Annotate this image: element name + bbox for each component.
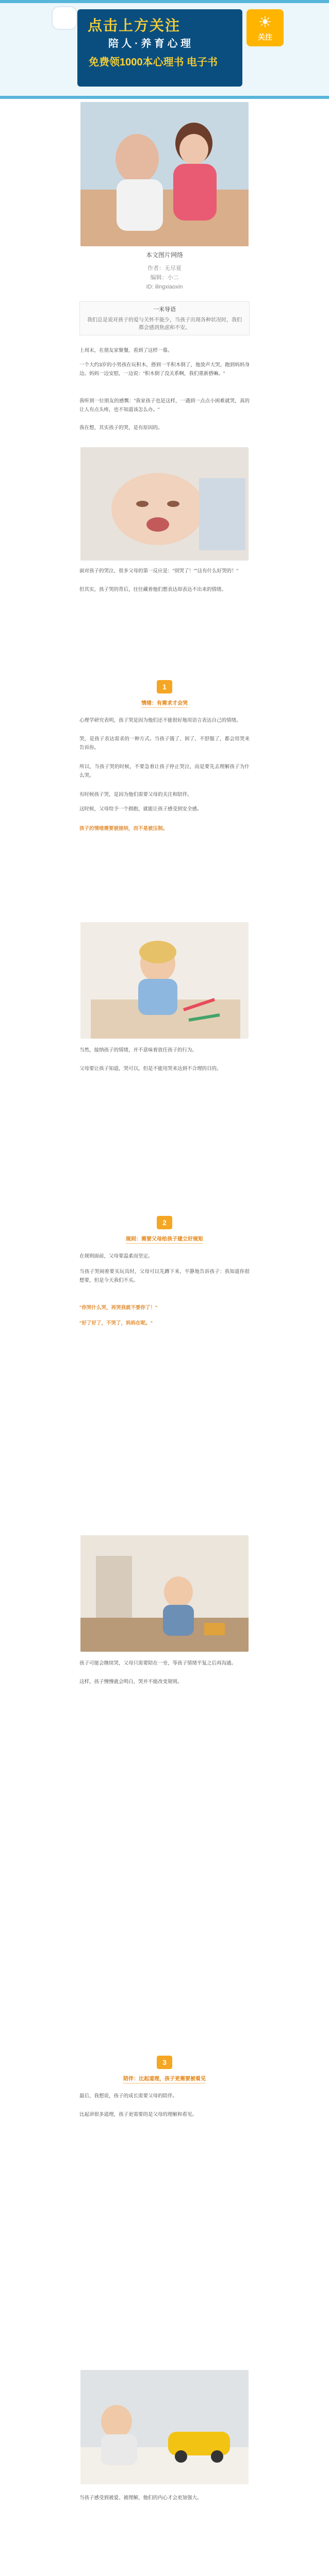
account-id-line: ID: ilingxiaoxin	[146, 284, 183, 290]
section-title-text: 规则：需要父母给孩子建立好规矩	[126, 1236, 203, 1244]
paragraph: 上周末，在朋友家聚餐，看到了这样一幕。	[79, 348, 173, 353]
sun-icon: ☀	[258, 14, 272, 31]
paragraph: 所以，当孩子哭的时候，不要急着让孩子停止哭泣，而是要先去理解孩子为什么哭。	[79, 764, 250, 778]
section-number-icon: 1	[157, 680, 172, 693]
paragraph: 这时候，父母给予一个拥抱，就能让孩子感受到安全感。	[79, 806, 202, 812]
section-title	[0, 2074, 329, 2082]
paragraph: 在规则面前，父母要温柔而坚定。	[79, 1253, 153, 1259]
paragraph: 这样，孩子慢慢就会明白，哭并不能改变规则。	[79, 1679, 183, 1685]
author-meta	[0, 264, 329, 292]
paragraph: 有时候孩子哭，是因为他们需要父母的关注和陪伴。	[79, 792, 192, 798]
intro-body: 我们总是说对孩子的爱与关怀不能少，当孩子出现各种状况时，我们都会感到焦虑和不安。	[87, 317, 242, 331]
paragraph: 面对孩子的哭泣，很多父母的第一反应是："别哭了！""这有什么好哭的！"	[79, 568, 238, 574]
paragraph: 我听到一位朋友的感慨："我家孩子也是这样，一遇到一点点小困难就哭，真的让人有点头疼，也不知道该怎么办。"	[79, 398, 250, 413]
photo-caption: 本文图片网络	[145, 251, 183, 259]
banner-headline-follow: 点击上方关注	[88, 18, 181, 33]
paragraph: 哭，是孩子表达需求的一种方式。当孩子饿了、困了、不舒服了，都会用哭来告诉你。	[79, 736, 250, 751]
paragraph: 当然，接纳孩子的情绪，并不意味着放任孩子的行为。	[79, 1047, 198, 1053]
quote-text: "好了好了，不哭了，妈妈在呢。"	[79, 1320, 153, 1326]
paragraph: 父母要让孩子知道，哭可以，但是不能用哭来达到不合理的目的。	[79, 1066, 222, 1072]
article-photo-mother-child	[80, 102, 249, 246]
article-photo-toy-car	[80, 2370, 249, 2484]
author-line: 作者：无尽夏	[147, 265, 182, 272]
paragraph: 当孩子感受到被爱、被理解，他们的内心才会更加强大。	[79, 2495, 202, 2501]
paragraph: 心理学研究表明，孩子哭是因为他们还不能很好地用语言表达自己的情绪。	[79, 718, 241, 723]
banner-headline-subtitle: 陪 人 · 养 育 心 理	[108, 38, 191, 49]
editor-line: 编辑：小二	[150, 275, 179, 281]
article-photo-crying-baby	[80, 447, 249, 561]
follow-badge-label: 关注	[258, 33, 272, 41]
banner-stripe-bottom	[0, 96, 329, 99]
section-title-text: 陪伴：比起道理，孩子更需要被看见	[123, 2076, 206, 2083]
section-title	[0, 1234, 329, 1242]
section-title	[0, 699, 329, 706]
article-photo-child-drawing	[80, 922, 249, 1039]
top-banner[interactable]	[0, 0, 329, 99]
paragraph: 孩子可能会继续哭，父母只需要陪在一旁，等孩子情绪平复之后再沟通。	[79, 1660, 237, 1666]
section-number-icon: 2	[157, 1216, 172, 1229]
article-photo-toddler-room	[80, 1535, 249, 1652]
paragraph: 最后，我想说，孩子的成长需要父母的陪伴。	[79, 2093, 178, 2099]
section-title-text: 情绪：有需求才会哭	[141, 701, 188, 708]
banner-stripe-top	[0, 0, 329, 3]
paragraph-highlight	[79, 824, 250, 833]
intro-box	[79, 301, 250, 335]
quote	[79, 1319, 250, 1328]
paragraph: 当孩子哭闹着要买玩具时，父母可以先蹲下来，平静地告诉孩子：我知道你很想要，但是今天我们不买。	[79, 1269, 250, 1283]
hand-pointer-icon	[52, 6, 77, 30]
paragraph: 我在想，其实孩子的哭，是有原因的。	[79, 425, 163, 431]
banner-headline-offer: 免费领1000本心理书 电子书	[89, 57, 218, 68]
paragraph: 但其实，孩子哭的背后，往往藏着他们想表达却表达不出来的情绪。	[79, 587, 227, 592]
section-number-icon: 3	[157, 2056, 172, 2069]
highlight-text: 孩子的情绪需要被接纳，而不是被压制。	[79, 826, 168, 832]
intro-title: 一米导语	[153, 307, 176, 313]
quote-text: "你哭什么哭，再哭我就不要你了！"	[79, 1305, 158, 1311]
paragraph: 比起讲很多道理，孩子更需要的是父母的理解和看见。	[79, 2112, 198, 2117]
paragraph: 一个大约3岁的小男孩在玩积木，搭到一半积木倒了，他放声大哭，跑到妈妈身边。妈妈一边安慰，一边说："积木倒了没关系啊，我们重新搭嘛。"	[79, 362, 250, 377]
quote	[79, 1303, 250, 1312]
